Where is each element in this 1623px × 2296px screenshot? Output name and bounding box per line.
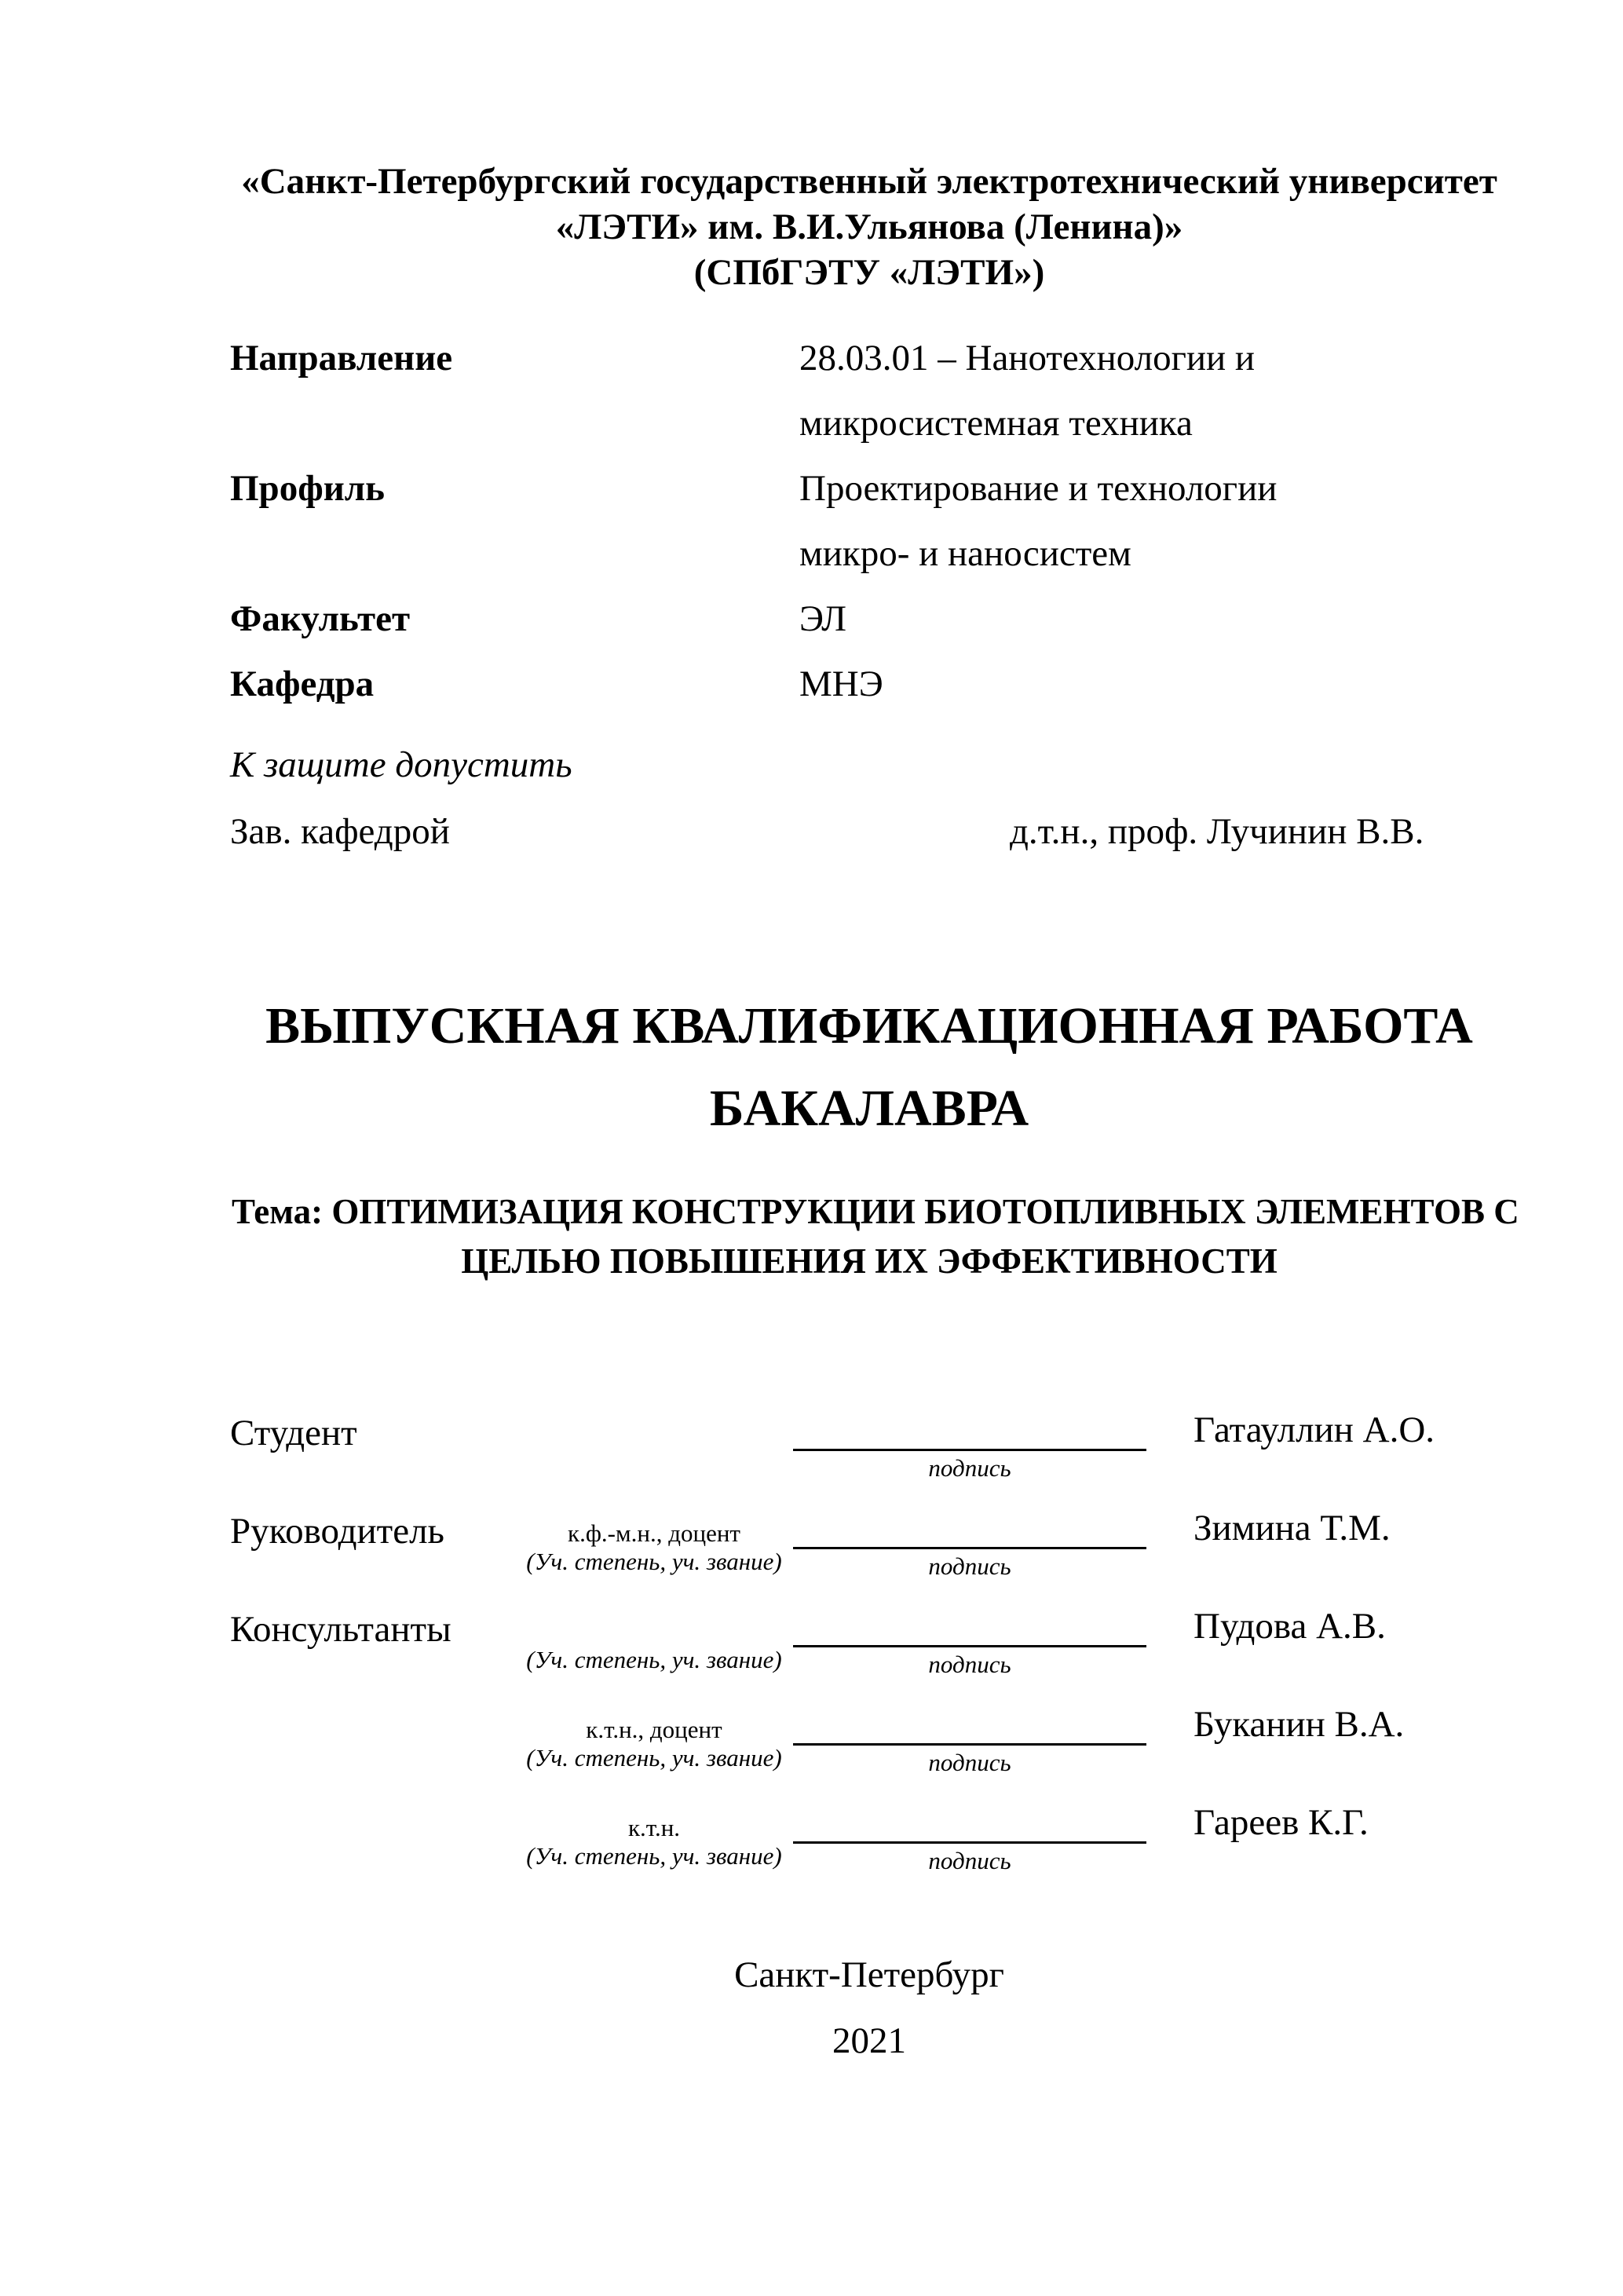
meta-value-direction: 28.03.01 – Нанотехнологии и микросистемная техника: [799, 338, 1256, 444]
signature-caption: подпись: [928, 1847, 1011, 1874]
degree-caption: (Уч. степень, уч. звание): [526, 1646, 782, 1673]
meta-label-direction: Направление: [230, 338, 453, 378]
university-name-line2: «ЛЭТИ» им. В.И.Ульянова (Ленина)»: [555, 207, 1183, 247]
signature-row-consultant-3: [230, 1790, 1510, 1888]
signatory-name: Пудова А.В.: [1193, 1606, 1386, 1647]
signatory-role: Руководитель: [230, 1511, 444, 1552]
signatory-degree: к.т.н.: [627, 1814, 681, 1841]
thesis-theme: [232, 1187, 1519, 1286]
footer-city: Санкт-Петербург: [734, 1954, 1004, 1995]
signature-caption: подпись: [928, 1749, 1011, 1776]
theme-line1: [232, 1187, 1519, 1237]
university-name-line1: «Санкт-Петербургский государственный электротехнический университет: [241, 161, 1497, 202]
department-head-name: д.т.н., проф. Лучинин В.В.: [1010, 811, 1424, 852]
meta-label-department: Кафедра: [230, 664, 375, 704]
signature-caption: подпись: [928, 1552, 1011, 1580]
signature-row-supervisor: [230, 1496, 1510, 1594]
program-meta: [230, 326, 1510, 717]
theme-text-line1: ОПТИМИЗАЦИЯ КОНСТРУКЦИИ БИОТОПЛИВНЫХ ЭЛЕМЕНТОВ С: [331, 1192, 1519, 1231]
thesis-title: [232, 985, 1507, 1150]
signatory-name: Зимина Т.М.: [1193, 1508, 1391, 1548]
theme-label: Тема:: [232, 1192, 324, 1231]
footer: [232, 1954, 1507, 2062]
degree-caption: (Уч. степень, уч. звание): [526, 1842, 782, 1870]
footer-year: 2021: [832, 2020, 906, 2061]
thesis-title-line1: ВЫПУСКНАЯ КВАЛИФИКАЦИОННАЯ РАБОТА: [265, 997, 1473, 1055]
meta-label-profile: Профиль: [230, 468, 386, 509]
university-name-line3: (СПбГЭТУ «ЛЭТИ»): [693, 252, 1045, 293]
signatory-name: Гатауллин А.О.: [1193, 1409, 1435, 1450]
thesis-title-line2: БАКАЛАВРА: [709, 1080, 1029, 1137]
signature-row-consultant-2: [230, 1692, 1510, 1790]
signature-row-student: [230, 1398, 1510, 1496]
signature-line: [793, 1449, 1146, 1483]
signature-line: [793, 1547, 1146, 1581]
signature-line: [793, 1645, 1146, 1679]
signature-caption: подпись: [928, 1454, 1011, 1482]
signature-caption: подпись: [928, 1651, 1011, 1678]
signatory-role: Студент: [230, 1413, 357, 1453]
signature-row-consultant-1: [230, 1594, 1510, 1692]
signatory-name: Гареев К.Г.: [1193, 1802, 1369, 1843]
signatory-degree: к.т.н., доцент: [586, 1716, 722, 1743]
admission-note: К защите допустить: [230, 744, 572, 785]
theme-text-line2: ЦЕЛЬЮ ПОВЫШЕНИЯ ИХ ЭФФЕКТИВНОСТИ: [461, 1241, 1278, 1281]
meta-value-profile: Проектирование и технологии микро- и наносистем: [799, 468, 1278, 574]
meta-value-department: МНЭ: [799, 664, 883, 704]
degree-caption: (Уч. степень, уч. звание): [526, 1744, 782, 1771]
signature-block: [230, 1398, 1510, 1888]
signatory-name: Буканин В.А.: [1193, 1704, 1405, 1745]
meta-value-faculty: ЭЛ: [799, 598, 846, 639]
signatory-degree: к.ф.-м.н., доцент: [568, 1519, 740, 1547]
department-head-label: Зав. кафедрой: [230, 811, 450, 852]
degree-caption: (Уч. степень, уч. звание): [526, 1548, 782, 1575]
university-header: [232, 159, 1507, 295]
department-head-row: [230, 809, 1510, 854]
signature-line: [793, 1841, 1146, 1875]
meta-label-faculty: Факультет: [230, 598, 411, 639]
signatory-role: Консультанты: [230, 1609, 451, 1650]
signature-line: [793, 1743, 1146, 1777]
